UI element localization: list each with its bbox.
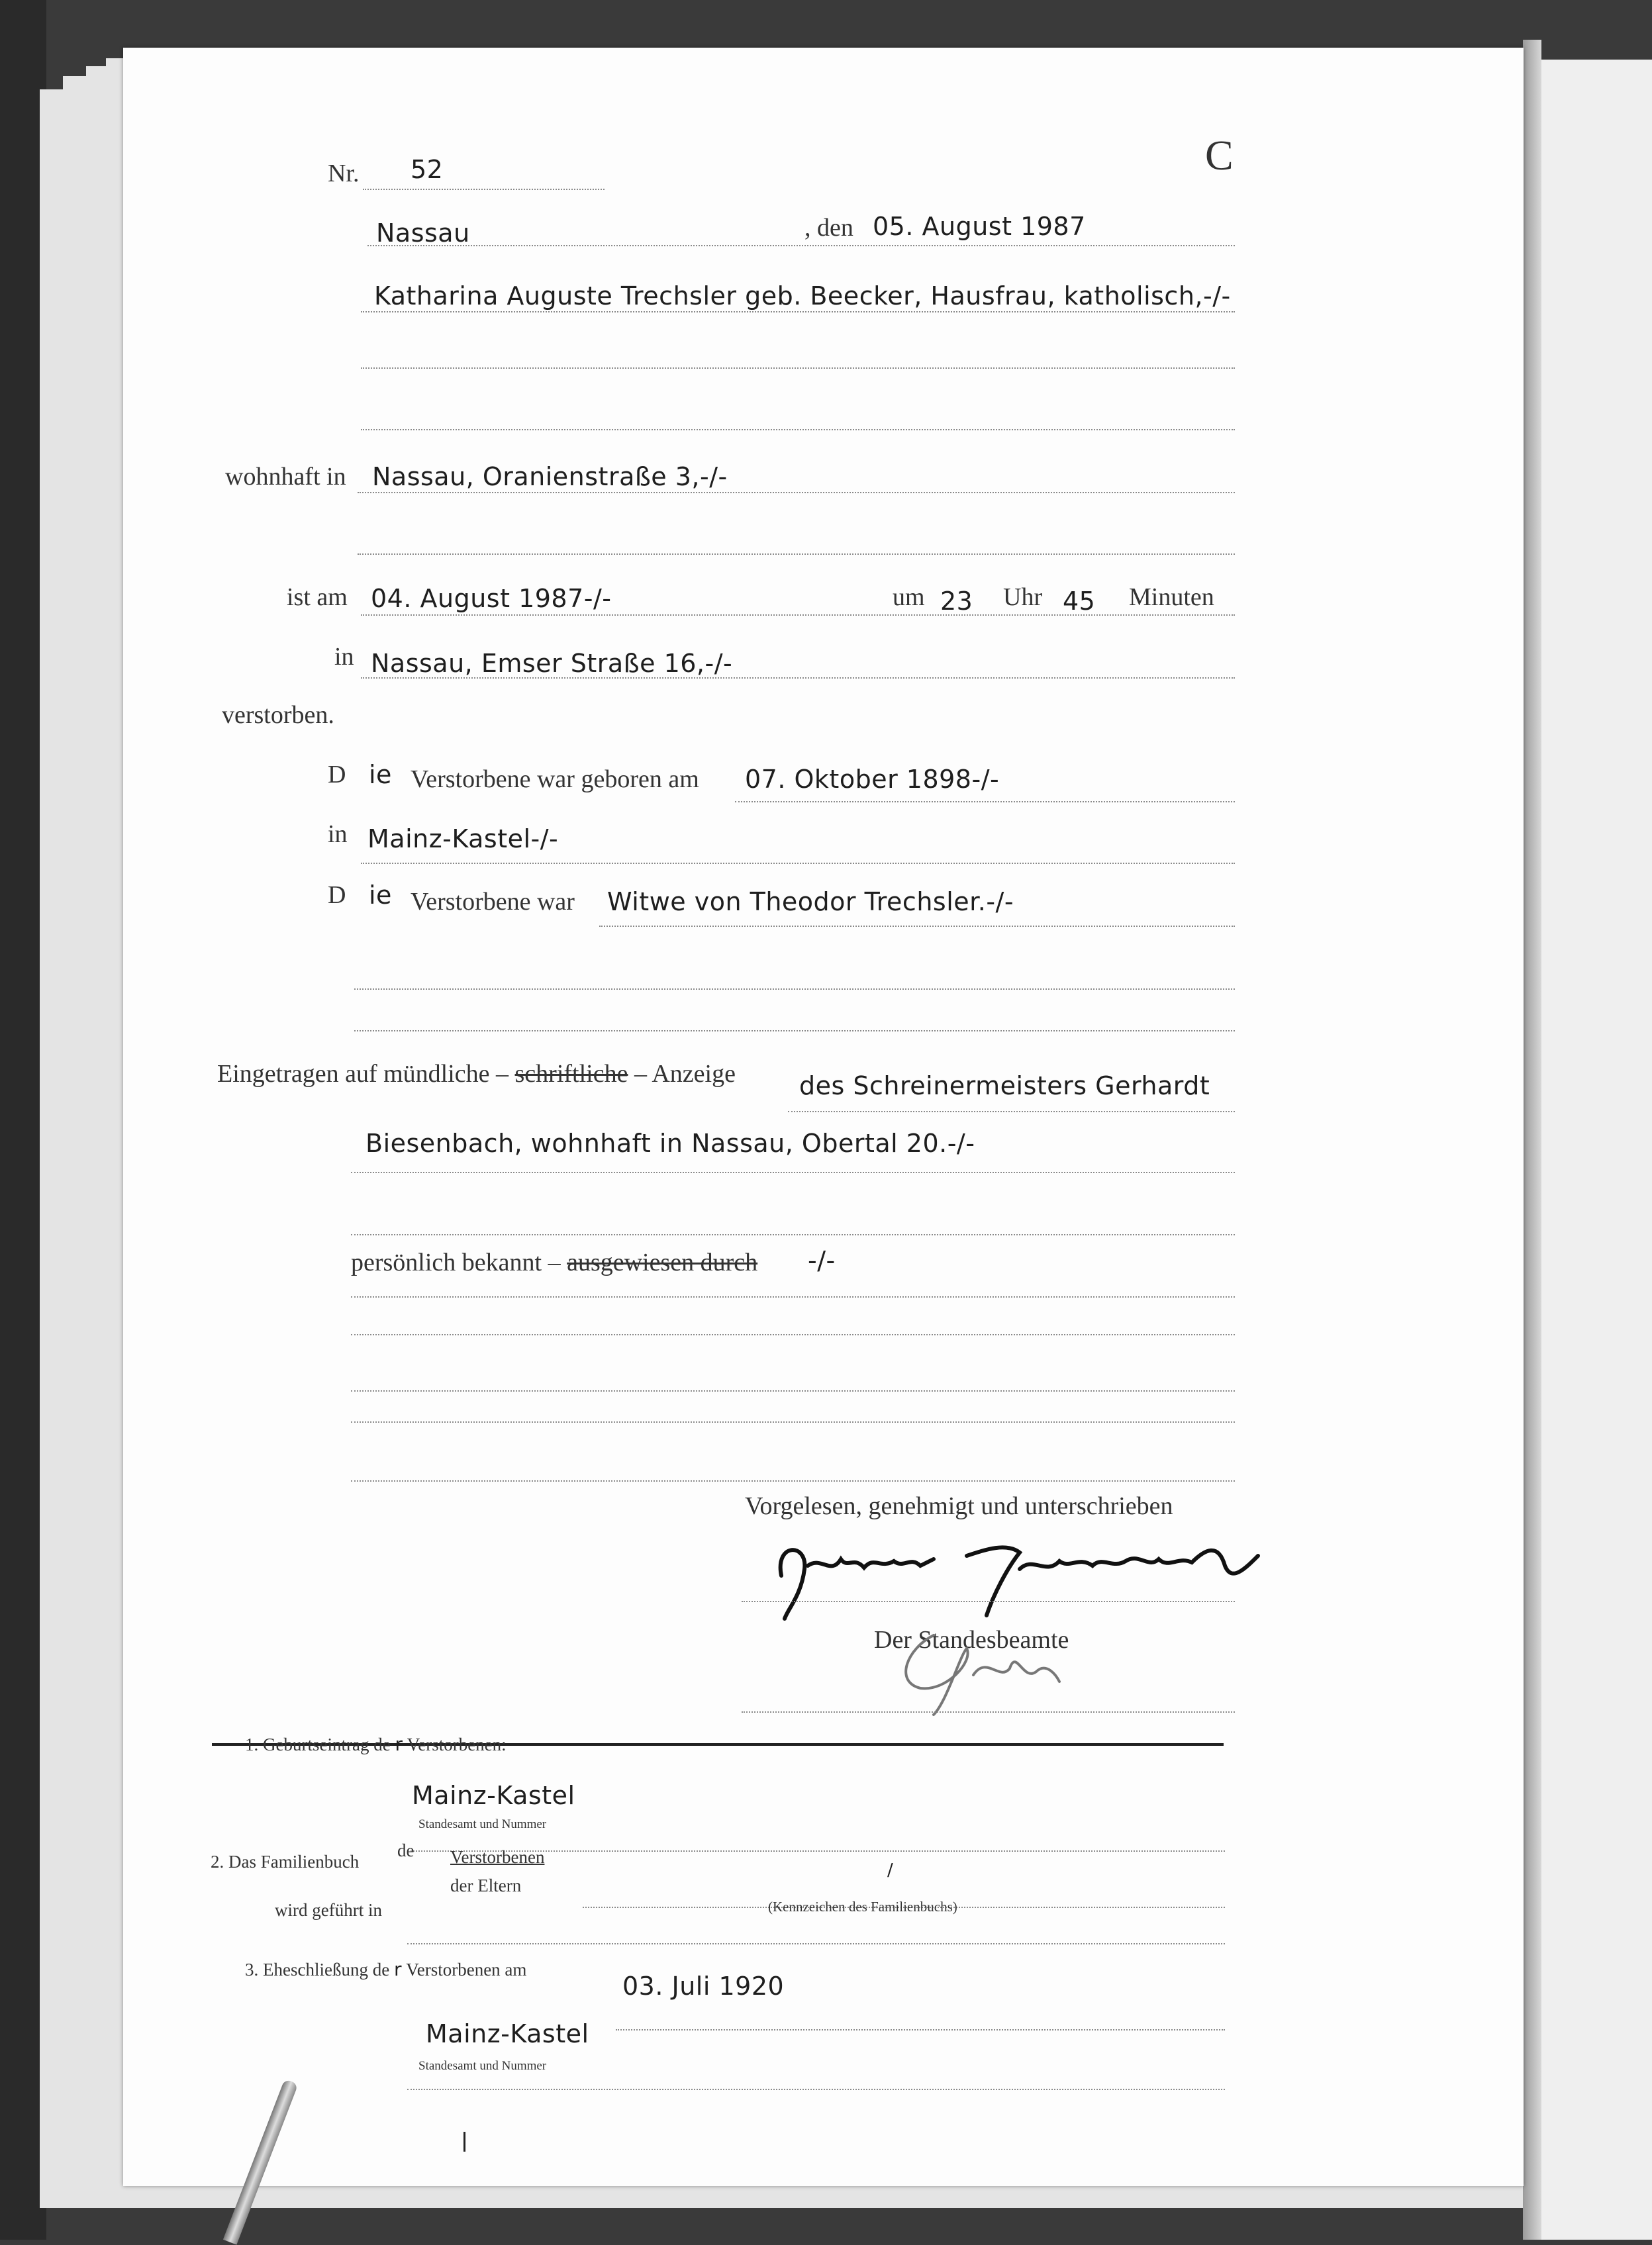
identity-line-5 [351,1480,1235,1482]
identity-line-4 [351,1421,1235,1423]
verstorben-label: verstorben. [222,701,334,729]
informant-line-1: des Schreinermeisters Gerhardt [799,1071,1210,1100]
identity-struck: ausgewiesen durch [567,1249,758,1276]
note3-line [407,2089,1225,2090]
death-in-label: in [334,643,354,671]
note2-slash: / [887,1860,894,1880]
note3-place: Mainz-Kastel [426,2019,589,2048]
official-signature-line [742,1711,1235,1713]
minuten-label: Minuten [1129,583,1214,611]
note2-label: 2. Das Familienbuch [211,1852,360,1872]
facing-page [1541,60,1652,2240]
registration-label [217,1059,736,1088]
status-ending: ie [369,881,392,910]
identity-label [351,1248,757,1277]
um-label: um [893,583,925,611]
note1-value: Mainz-Kastel [412,1781,575,1810]
note1-suffix: Verstorbenen: [407,1735,507,1754]
birth-date: 07. Oktober 1898-/- [745,765,1000,794]
identity-prefix: persönlich bekannt – [351,1249,561,1276]
birth-ending: ie [369,760,392,789]
registration-suffix: – Anzeige [634,1060,736,1088]
birth-place-line [361,863,1235,864]
status-value: Witwe von Theodor Trechsler.-/- [607,887,1014,916]
note2-label2: wird geführt in [275,1900,382,1920]
book-gutter [1523,40,1541,2240]
page-mark [463,2132,465,2152]
birth-label: Verstorbene war geboren am [411,765,699,793]
date-value: 05. August 1987 [873,212,1086,241]
registration-struck: schriftliche [514,1060,628,1088]
death-date: 04. August 1987-/- [371,584,612,613]
death-place-line [361,677,1235,679]
informant-line-2-rule [351,1172,1235,1173]
status-label: Verstorbene war [411,888,575,916]
note3-label [245,1958,526,1980]
residence-value: Nassau, Oranienstraße 3,-/- [372,462,728,491]
deceased-name: Katharina Auguste Trechsler geb. Beecker, Hausfrau, katholisch,-/- [374,281,1231,310]
death-line [361,614,1235,616]
note1-caption: Standesamt und Nummer [418,1817,547,1831]
official-label: Der Standesbeamte [874,1626,1069,1654]
note3-suffix: Verstorbenen am [406,1960,527,1980]
name-line-1 [361,311,1235,312]
name-line-2 [361,367,1235,369]
registration-prefix: Eingetragen auf mündliche – [217,1060,509,1088]
status-line-2 [354,988,1235,990]
death-place: Nassau, Emser Straße 16,-/- [371,649,733,678]
death-hour: 23 [940,587,973,616]
status-line-3 [354,1030,1235,1031]
status-d-label: D [328,881,346,909]
note1-label [245,1733,507,1755]
note2-de: de [397,1840,414,1860]
official-signature [881,1609,1066,1721]
informant-line-3-rule [351,1234,1235,1235]
residence-line-2 [358,553,1235,555]
note3-ending: r [393,1958,402,1980]
name-line-3 [361,429,1235,430]
birth-d-label: D [328,761,346,788]
note2-line-2 [407,1943,1225,1944]
nr-value: 52 [411,155,444,184]
ist-am-label: ist am [287,583,348,611]
residence-line-1 [358,492,1235,493]
place-date-line [367,245,1235,246]
birth-in-label: in [328,820,348,848]
note3-date-line [616,2029,1225,2030]
identity-value: -/- [808,1246,836,1275]
note1-ending: r [395,1733,403,1755]
den-label: , den [804,214,853,242]
status-line [599,926,1235,927]
note1-prefix: 1. Geburtseintrag de [245,1735,391,1754]
death-minutes: 45 [1063,587,1096,616]
note3-date: 03. Juli 1920 [622,1972,785,2001]
informant-signature [768,1529,1285,1622]
identity-line-3 [351,1390,1235,1392]
informant-line-2: Biesenbach, wohnhaft in Nassau, Obertal 20.-/- [365,1129,975,1158]
informant-signature-line [742,1601,1235,1602]
birth-date-line [735,801,1235,802]
identity-line-2 [351,1334,1235,1335]
read-approved-label: Vorgelesen, genehmigt und unterschrieben [745,1492,1173,1520]
form-letter: C [1205,132,1234,179]
identity-line-1 [351,1296,1235,1298]
note2-option2: der Eltern [450,1876,522,1895]
note2-option1: Verstorbenen [450,1847,545,1867]
note2-caption: (Kennzeichen des Familienbuchs) [768,1899,957,1915]
nr-label: Nr. [328,160,360,187]
note3-caption: Standesamt und Nummer [418,2059,547,2073]
place-value: Nassau [376,218,470,248]
birth-place: Mainz-Kastel-/- [367,824,559,853]
note3-prefix: 3. Eheschließung de [245,1960,390,1980]
residence-label: wohnhaft in [225,463,346,491]
nr-line [363,189,605,190]
informant-line-1-rule [788,1111,1235,1112]
uhr-label: Uhr [1003,583,1043,611]
